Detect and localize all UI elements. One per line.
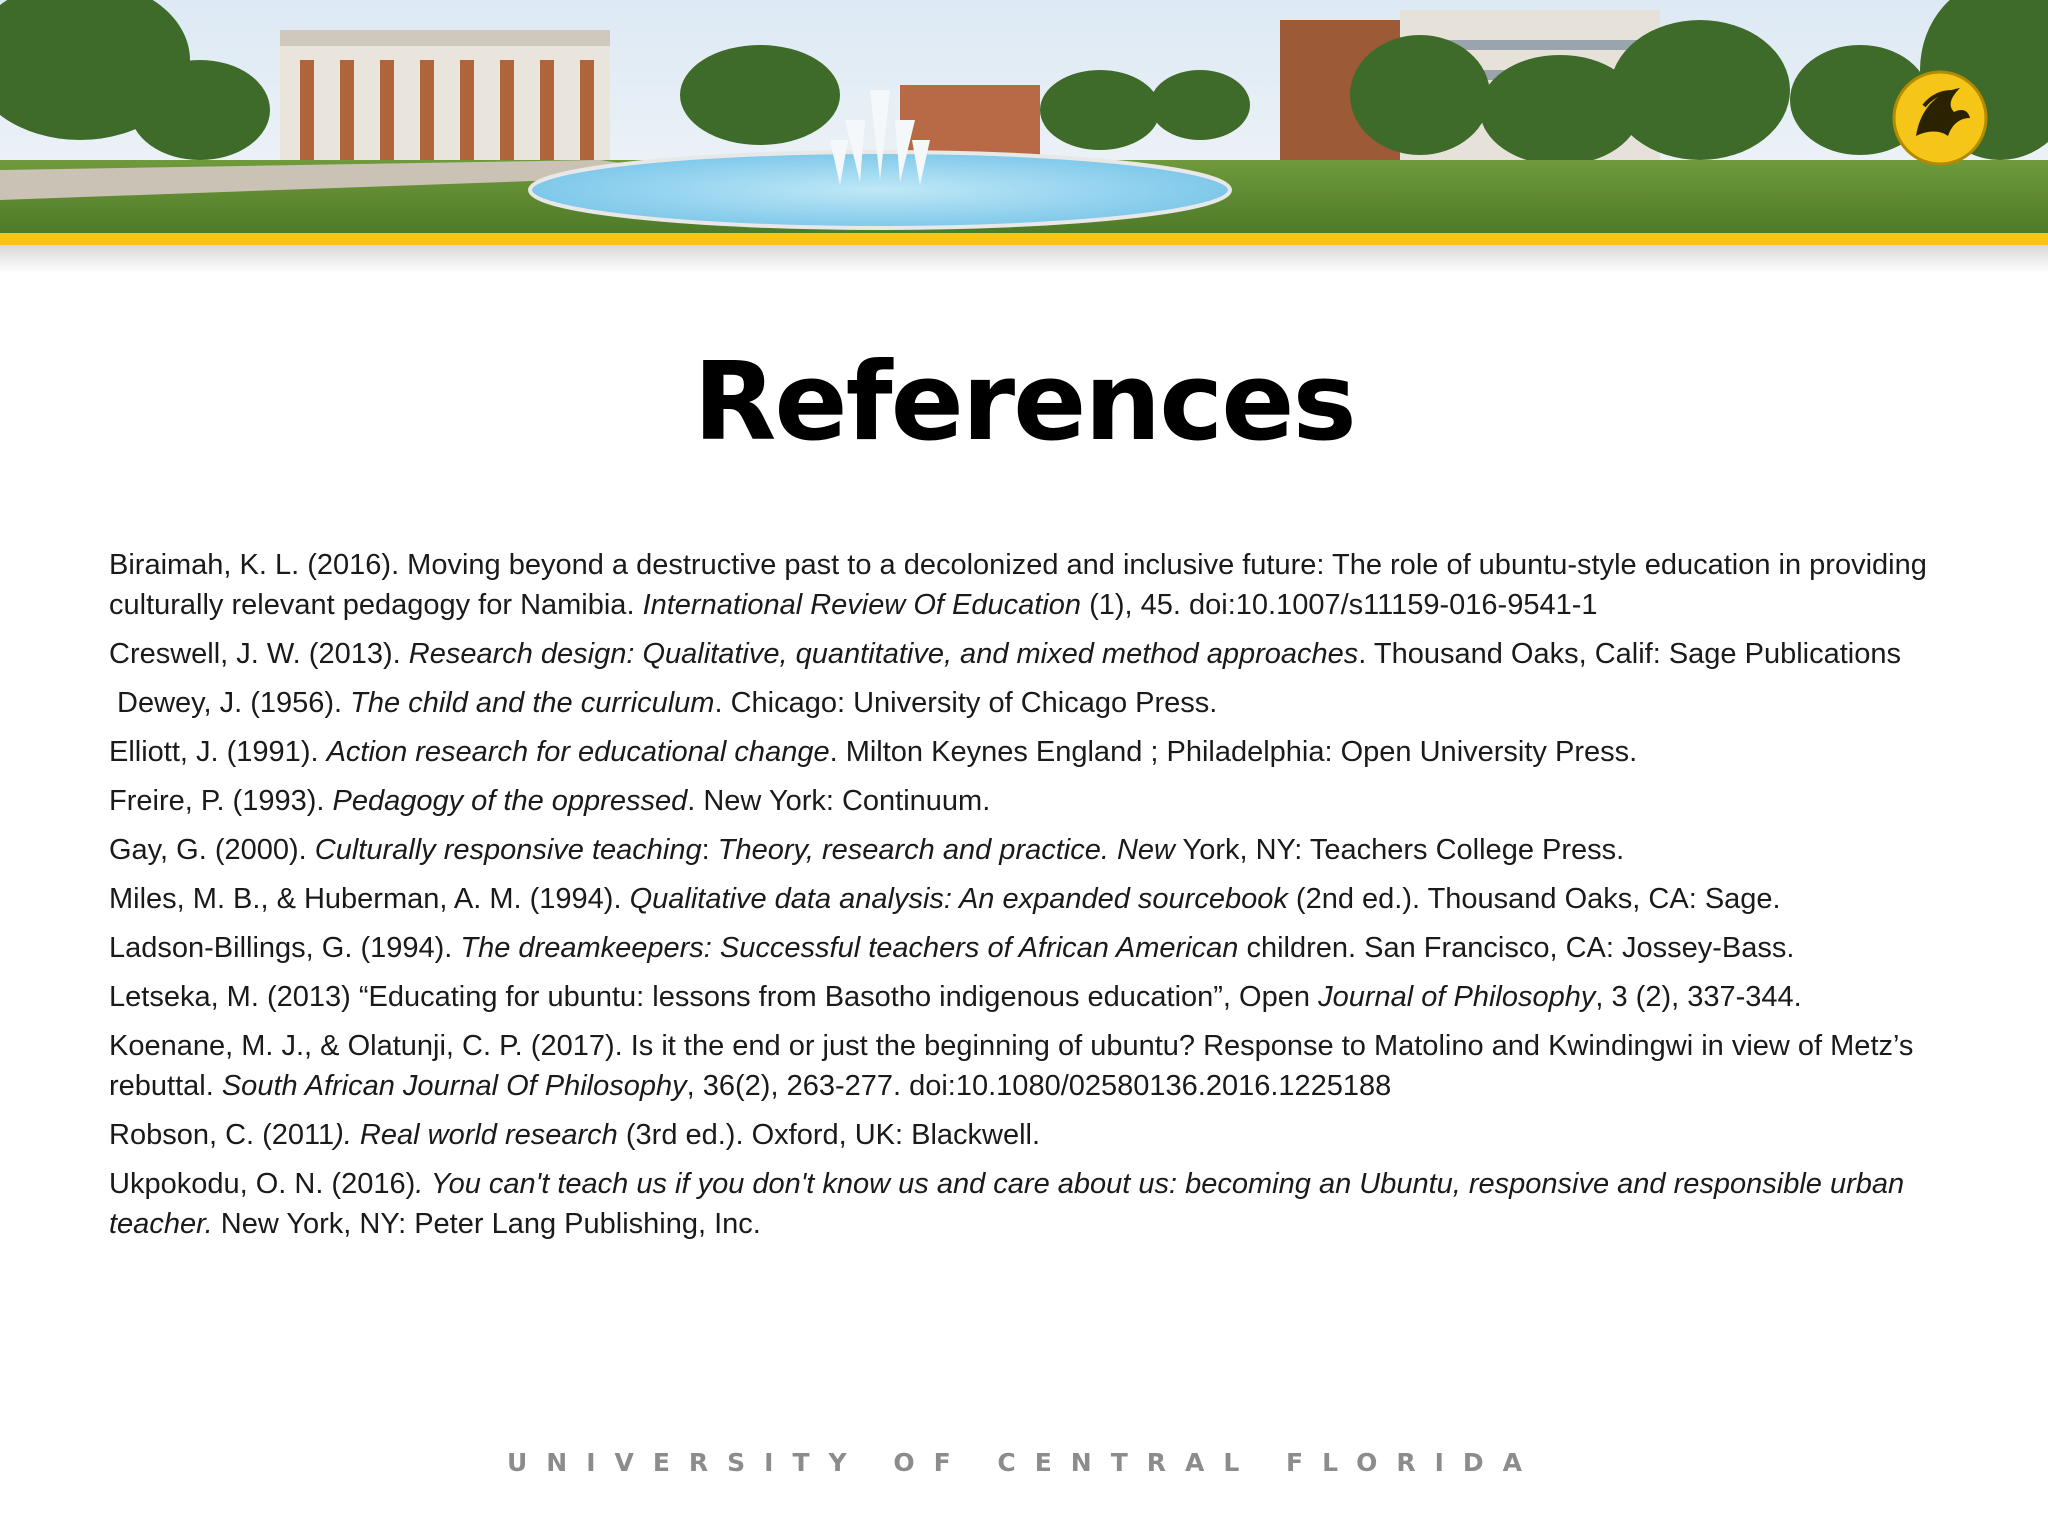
reference-item: Robson, C. (2011). Real world research (3rd ed.). Oxford, UK: Blackwell.: [109, 1119, 1041, 1151]
reference-item: Koenane, M. J., & Olatunji, C. P. (2017). Is it the end or just the beginning of ubuntu? Response to Matolino and Kwindingwi in view of Metz’s rebuttal. South African Journal Of Philosophy, 36(2), 263-277. doi:10.1080/02580136.2016.1225188: [109, 1030, 1914, 1102]
reference-item: Dewey, J. (1956). The child and the curriculum. Chicago: University of Chicago Press.: [117, 687, 1218, 719]
reference-item: Gay, G. (2000). Culturally responsive teaching: Theory, research and practice. New York, NY: Teachers College Press.: [109, 834, 1625, 866]
banner-shadow: [0, 245, 2048, 273]
campus-banner-photo: [0, 0, 2048, 233]
pegasus-logo-icon: [1888, 66, 1992, 170]
slide-title: References: [693, 340, 1355, 465]
reference-item: Elliott, J. (1991). Action research for educational change. Milton Keynes England ; Philadelphia: Open University Press.: [109, 736, 1638, 768]
reference-item: Ladson-Billings, G. (1994). The dreamkeepers: Successful teachers of African American children. San Francisco, CA: Jossey-Bass.: [109, 932, 1795, 964]
university-footer: UNIVERSITY OF CENTRAL FLORIDA: [506, 1448, 1542, 1477]
reference-item: Miles, M. B., & Huberman, A. M. (1994). Qualitative data analysis: An expanded sourcebook (2nd ed.). Thousand Oaks, CA: Sage.: [109, 883, 1781, 915]
references-list: [109, 545, 1939, 1253]
reference-item: Ukpokodu, O. N. (2016). You can't teach us if you don't know us and care about us: becoming an Ubuntu, responsive and responsible urban teacher. New York, NY: Peter Lang Publishing, Inc.: [109, 1168, 1905, 1240]
gold-accent-bar: [0, 233, 2048, 245]
reference-item: Freire, P. (1993). Pedagogy of the oppressed. New York: Continuum.: [109, 785, 991, 817]
campus-fountain-photo: [0, 0, 2048, 233]
reference-item: Creswell, J. W. (2013). Research design: Qualitative, quantitative, and mixed method approaches. Thousand Oaks, Calif: Sage Publications: [109, 638, 1901, 670]
reference-item: Letseka, M. (2013) “Educating for ubuntu: lessons from Basotho indigenous education”, Open Journal of Philosophy, 3 (2), 337-344.: [109, 981, 1802, 1013]
reference-item: Biraimah, K. L. (2016). Moving beyond a destructive past to a decolonized and inclusive future: The role of ubuntu-style education in providing culturally relevant pedagogy for Namibia. International Review Of Education (1), 45. doi:10.1007/s11159-016-9541-1: [109, 549, 1927, 621]
